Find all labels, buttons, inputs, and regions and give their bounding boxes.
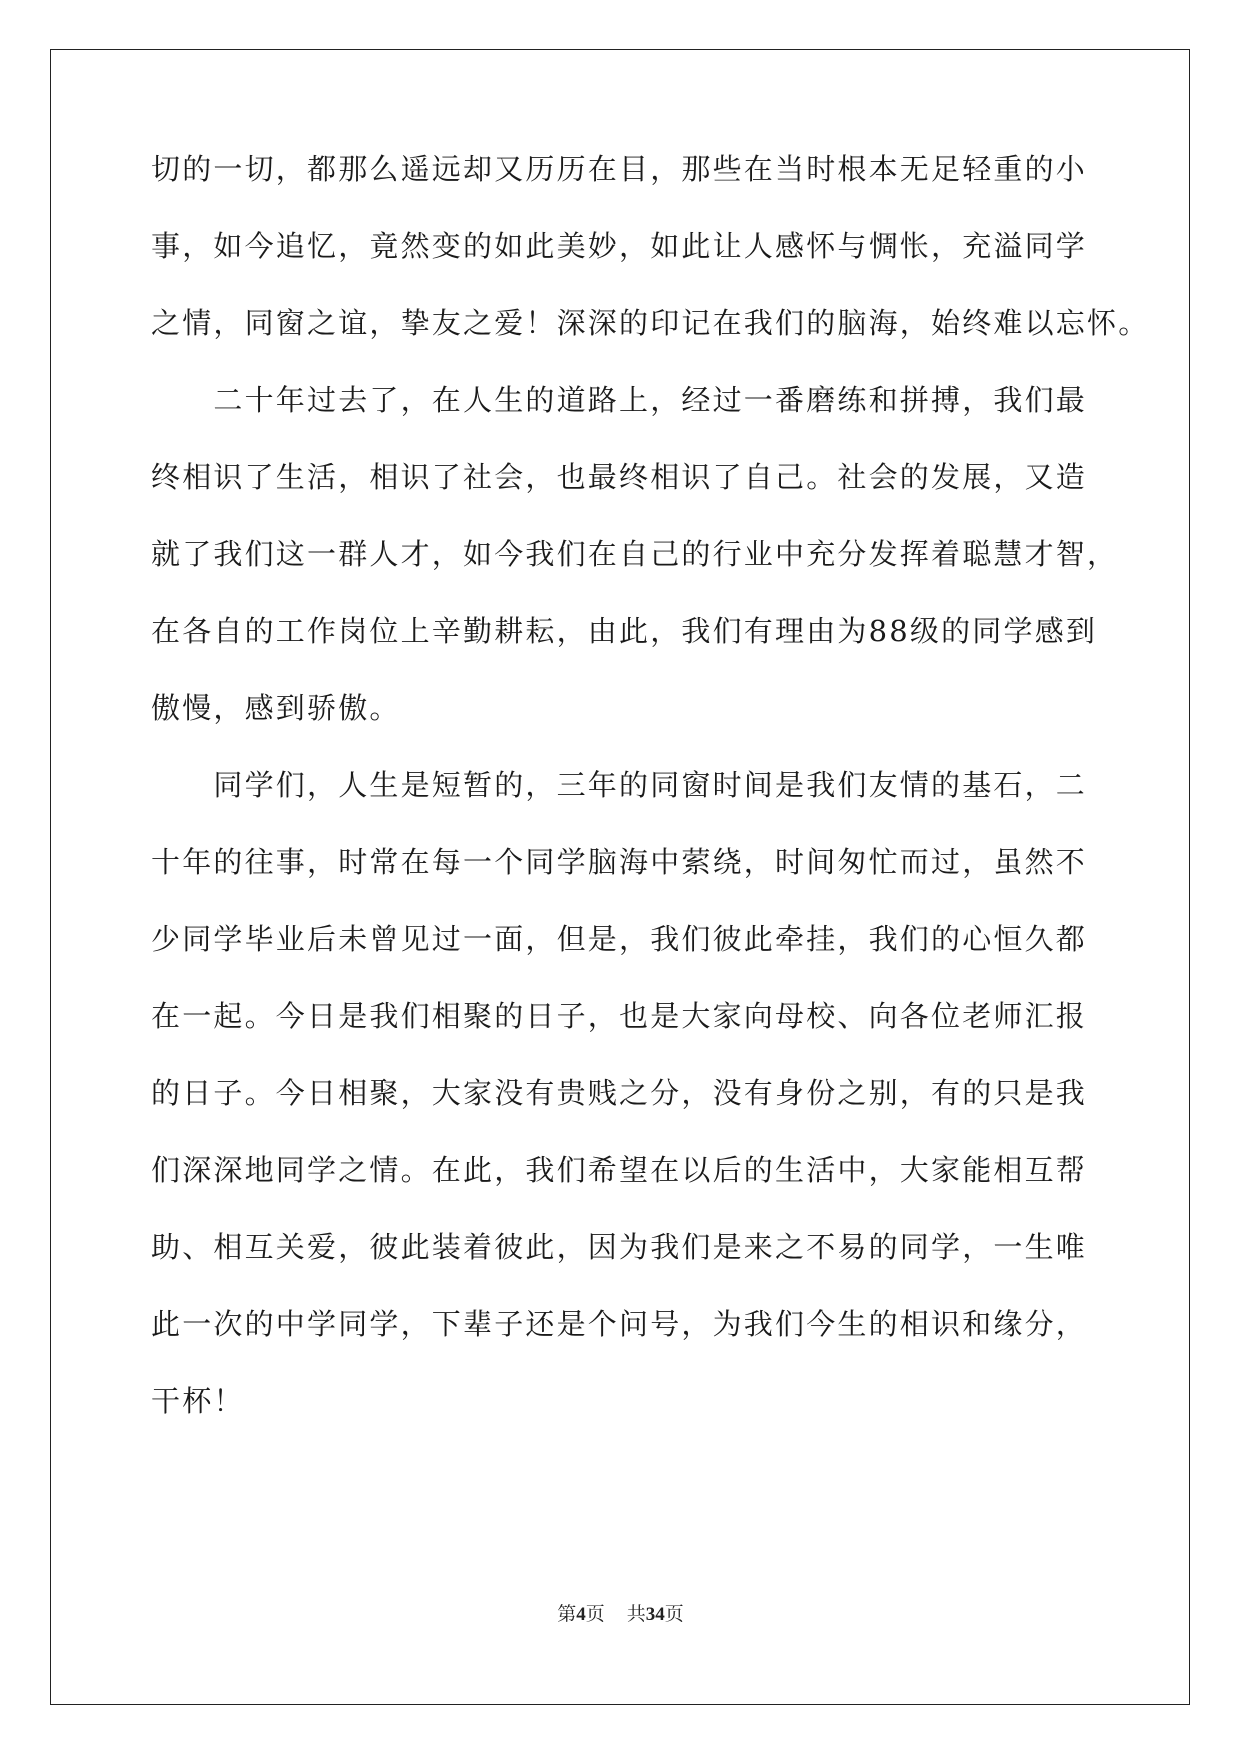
text-line: 十年的往事，时常在每一个同学脑海中萦绕，时间匆忙而过，虽然不 (151, 845, 1088, 879)
page-number: 4 (576, 1604, 586, 1625)
text-line: 之情，同窗之谊，挚友之爱！深深的印记在我们的脑海，始终难以忘怀。 (151, 306, 1150, 340)
page-prefix: 第 (557, 1604, 577, 1625)
text-line: 助、相互关爱，彼此装着彼此，因为我们是来之不易的同学，一生唯 (151, 1230, 1088, 1264)
page-footer (0, 1603, 1241, 1627)
total-pages: 34 (645, 1604, 665, 1625)
page-suffix: 页 (585, 1604, 605, 1625)
text-line: 在各自的工作岗位上辛勤耕耘，由此，我们有理由为88级的同学感到 (151, 614, 1098, 648)
text-line: 们深深地同学之情。在此，我们希望在以后的生活中，大家能相互帮 (151, 1153, 1088, 1187)
total-suffix: 页 (664, 1604, 684, 1625)
text-line: 终相识了生活，相识了社会，也最终相识了自己。社会的发展，又造 (151, 460, 1088, 494)
text-line: 就了我们这一群人才，如今我们在自己的行业中充分发挥着聪慧才智， (151, 537, 1119, 571)
paragraph-start-line: 同学们，人生是短暂的，三年的同窗时间是我们友情的基石，二 (151, 768, 1088, 802)
text-line: 此一次的中学同学，下辈子还是个问号，为我们今生的相识和缘分， (151, 1307, 1088, 1341)
text-line: 干杯！ (151, 1384, 245, 1418)
text-line: 傲慢，感到骄傲。 (151, 691, 401, 725)
paragraph-start-line: 二十年过去了，在人生的道路上，经过一番磨练和拼搏，我们最 (151, 383, 1088, 417)
text-line: 少同学毕业后未曾见过一面，但是，我们彼此牵挂，我们的心恒久都 (151, 922, 1088, 956)
text-line: 切的一切，都那么遥远却又历历在目，那些在当时根本无足轻重的小 (151, 152, 1088, 186)
text-line: 在一起。今日是我们相聚的日子，也是大家向母校、向各位老师汇报 (151, 999, 1088, 1033)
text-line: 事，如今追忆，竟然变的如此美妙，如此让人感怀与惆怅，充溢同学 (151, 229, 1088, 263)
total-prefix: 共 (626, 1604, 646, 1625)
text-line: 的日子。今日相聚，大家没有贵贱之分，没有身份之别，有的只是我 (151, 1076, 1088, 1110)
